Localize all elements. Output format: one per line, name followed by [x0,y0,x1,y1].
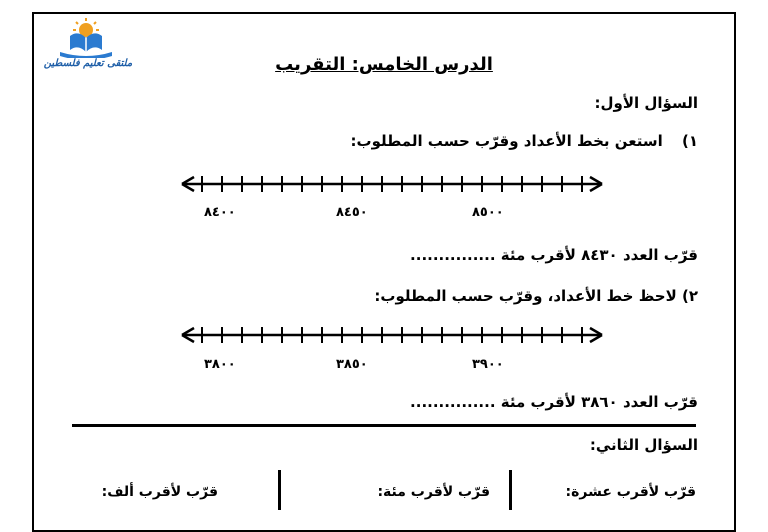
number-line-1-label: ٨٤٠٠ [204,205,236,220]
number-line-2-label: ٣٨٠٠ [204,357,236,372]
section-divider [72,424,696,427]
number-line-1 [180,169,604,199]
item1-number: ١) [681,132,698,150]
question1-heading: السؤال الأول: [594,94,698,112]
question1-item2: ٢) لاحظ خط الأعداد، وقرّب حسب المطلوب: [374,287,698,305]
number-line-1-label: ٨٤٥٠ [336,205,368,220]
column-label-tens: قرّب لأقرب عشرة: [565,484,696,500]
number-line-2 [180,320,604,350]
number-line-1-label: ٨٥٠٠ [472,205,504,220]
round-instruction-2: قرّب العدد ٣٨٦٠ لأقرب مئة ............... [410,393,698,411]
question1-item1 [351,132,698,150]
column-divider [509,470,512,510]
item1-instruction: استعن بخط الأعداد وقرّب حسب المطلوب: [350,132,663,150]
column-divider [278,470,281,510]
column-label-thousands: قرّب لأقرب ألف: [101,484,218,500]
page-title [0,54,768,75]
number-line-2-label: ٣٨٥٠ [336,357,368,372]
logo-text: ملتقى تعليم فلسطين [43,58,133,69]
page-title-text: الدرس الخامس: التقريب [275,54,493,75]
round-instruction-1: قرّب العدد ٨٤٣٠ لأقرب مئة ............... [410,246,698,264]
column-label-hundreds: قرّب لأقرب مئة: [377,484,490,500]
question2-heading: السؤال الثاني: [589,436,698,454]
book-logo-icon [54,18,118,58]
page-border [32,12,736,532]
number-line-2-label: ٣٩٠٠ [472,357,504,372]
